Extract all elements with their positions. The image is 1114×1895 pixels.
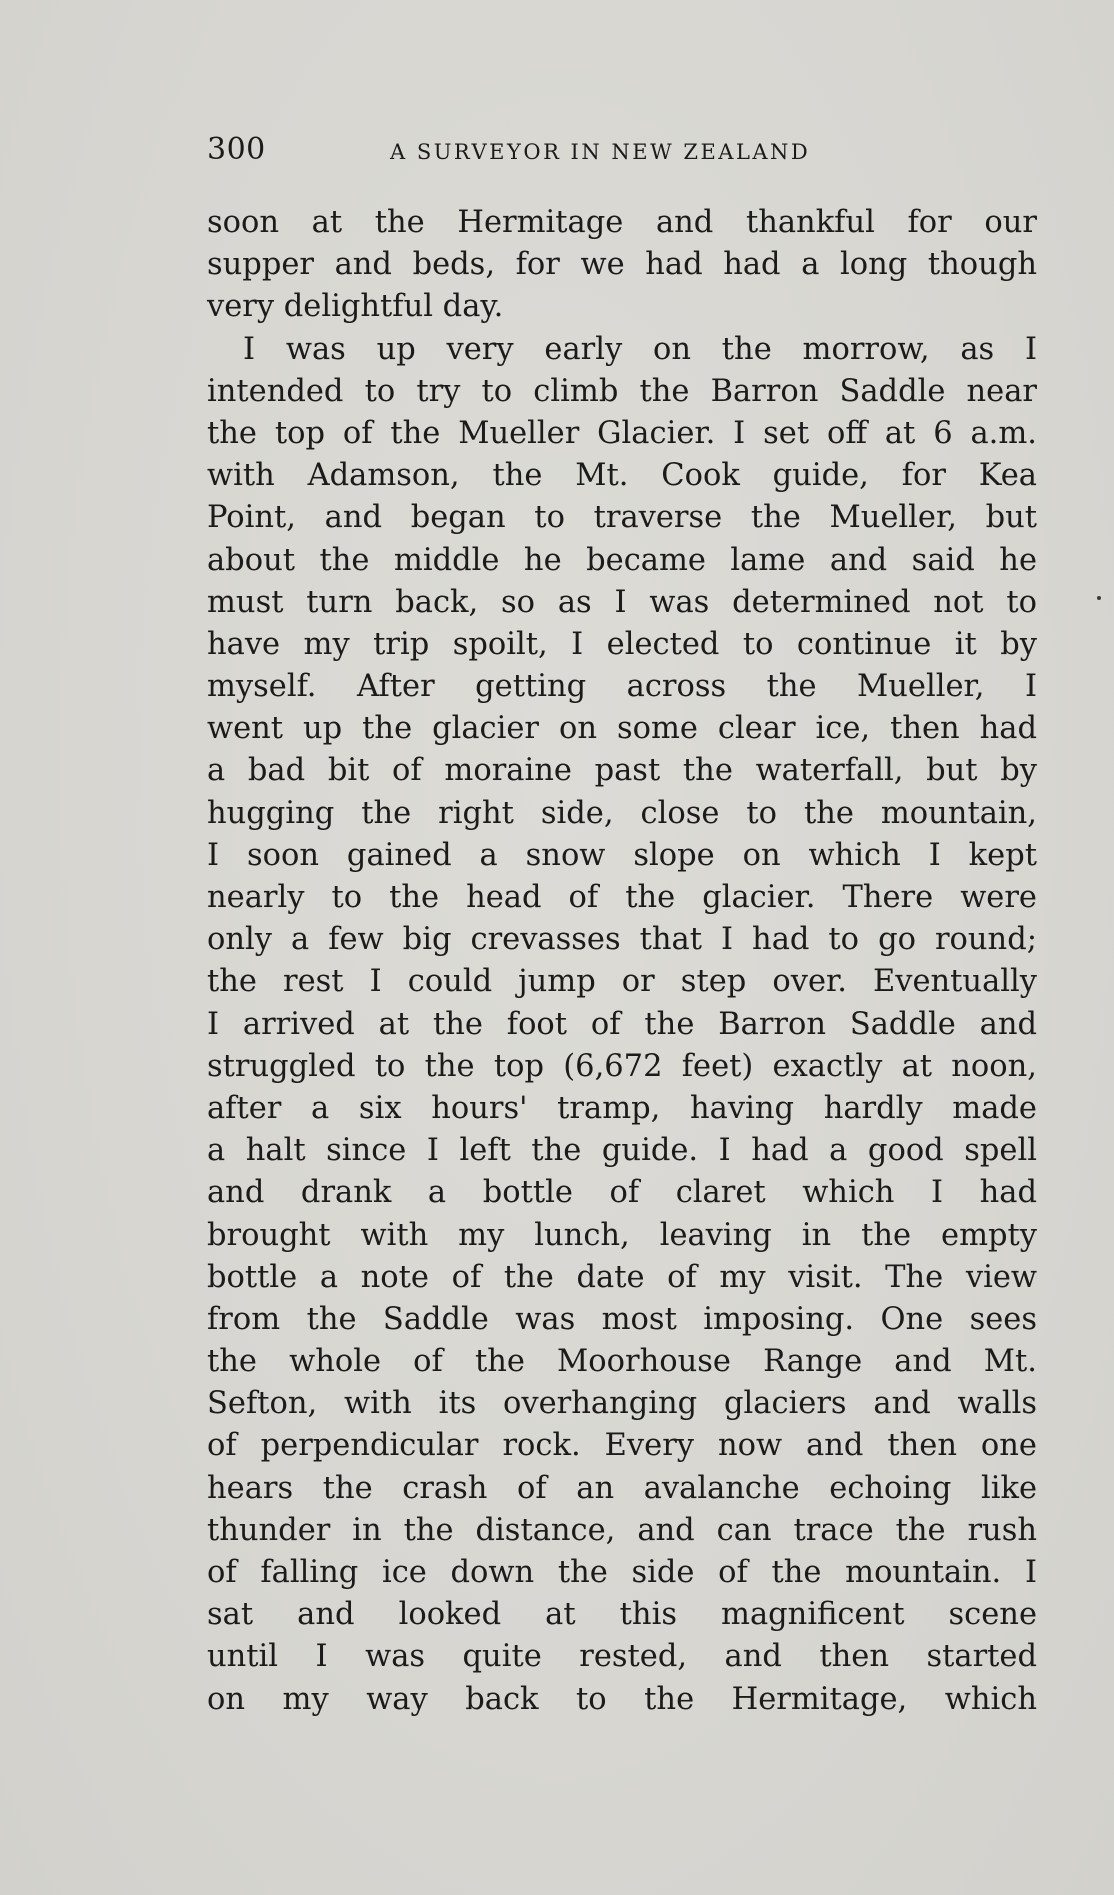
text-line: from the Saddle was most imposing. One sees	[207, 1301, 1037, 1337]
text-line: have my trip spoilt, I elected to continue it by	[207, 626, 1037, 662]
text-line: the top of the Mueller Glacier. I set off at 6 a.m.	[207, 415, 1037, 451]
text-line: soon at the Hermitage and thankful for our	[207, 205, 1037, 240]
text-line: on my way back to the Hermitage, which	[207, 1681, 1037, 1717]
text-line: of perpendicular rock. Every now and then one	[207, 1428, 1037, 1464]
running-head	[207, 132, 1037, 172]
text-line: brought with my lunch, leaving in the empty	[207, 1217, 1037, 1253]
text-line: sat and looked at this magnificent scene	[207, 1597, 1037, 1633]
text-line: went up the glacier on some clear ice, then had	[207, 711, 1037, 747]
text-line: I arrived at the foot of the Barron Saddle and	[207, 1006, 1037, 1042]
text-line: I was up very early on the morrow, as I	[243, 331, 1037, 367]
text-line: hugging the right side, close to the mountain,	[207, 795, 1037, 831]
text-line: very delightful day.	[207, 289, 504, 325]
text-line: about the middle he became lame and said he	[207, 542, 1037, 578]
text-line: the whole of the Moorhouse Range and Mt.	[207, 1344, 1037, 1380]
text-line: I soon gained a snow slope on which I kept	[207, 837, 1037, 873]
text-line: after a six hours' tramp, having hardly made	[207, 1090, 1037, 1126]
ink-speck	[1097, 596, 1101, 600]
text-line: and drank a bottle of claret which I had	[207, 1175, 1037, 1211]
text-line: only a few big crevasses that I had to go round;	[207, 922, 1037, 958]
text-line: myself. After getting across the Mueller, I	[207, 669, 1037, 705]
text-line: nearly to the head of the glacier. There were	[207, 880, 1037, 915]
text-line: intended to try to climb the Barron Saddle near	[207, 373, 1037, 409]
text-line: Point, and began to traverse the Mueller, but	[207, 500, 1037, 536]
page-number: 300	[207, 132, 266, 167]
running-title: A SURVEYOR IN NEW ZEALAND	[390, 140, 811, 164]
text-line: until I was quite rested, and then started	[207, 1639, 1037, 1675]
text-line: struggled to the top (6,672 feet) exactly at noon,	[207, 1048, 1037, 1084]
text-line: a halt since I left the guide. I had a good spell	[207, 1133, 1037, 1169]
text-line: supper and beds, for we had had a long though	[207, 247, 1037, 283]
text-line: of falling ice down the side of the mountain. I	[207, 1555, 1037, 1590]
text-line: with Adamson, the Mt. Cook guide, for Kea	[207, 458, 1037, 494]
text-line: a bad bit of moraine past the waterfall, but by	[207, 753, 1037, 789]
text-line: bottle a note of the date of my visit. The view	[207, 1259, 1037, 1295]
body-text	[207, 202, 1037, 1721]
text-line: Sefton, with its overhanging glaciers and walls	[207, 1386, 1037, 1422]
text-line: the rest I could jump or step over. Eventually	[207, 964, 1037, 1000]
text-line: hears the crash of an avalanche echoing like	[207, 1470, 1037, 1506]
text-line: must turn back, so as I was determined not to	[207, 584, 1037, 620]
text-line: thunder in the distance, and can trace the rush	[207, 1512, 1037, 1548]
